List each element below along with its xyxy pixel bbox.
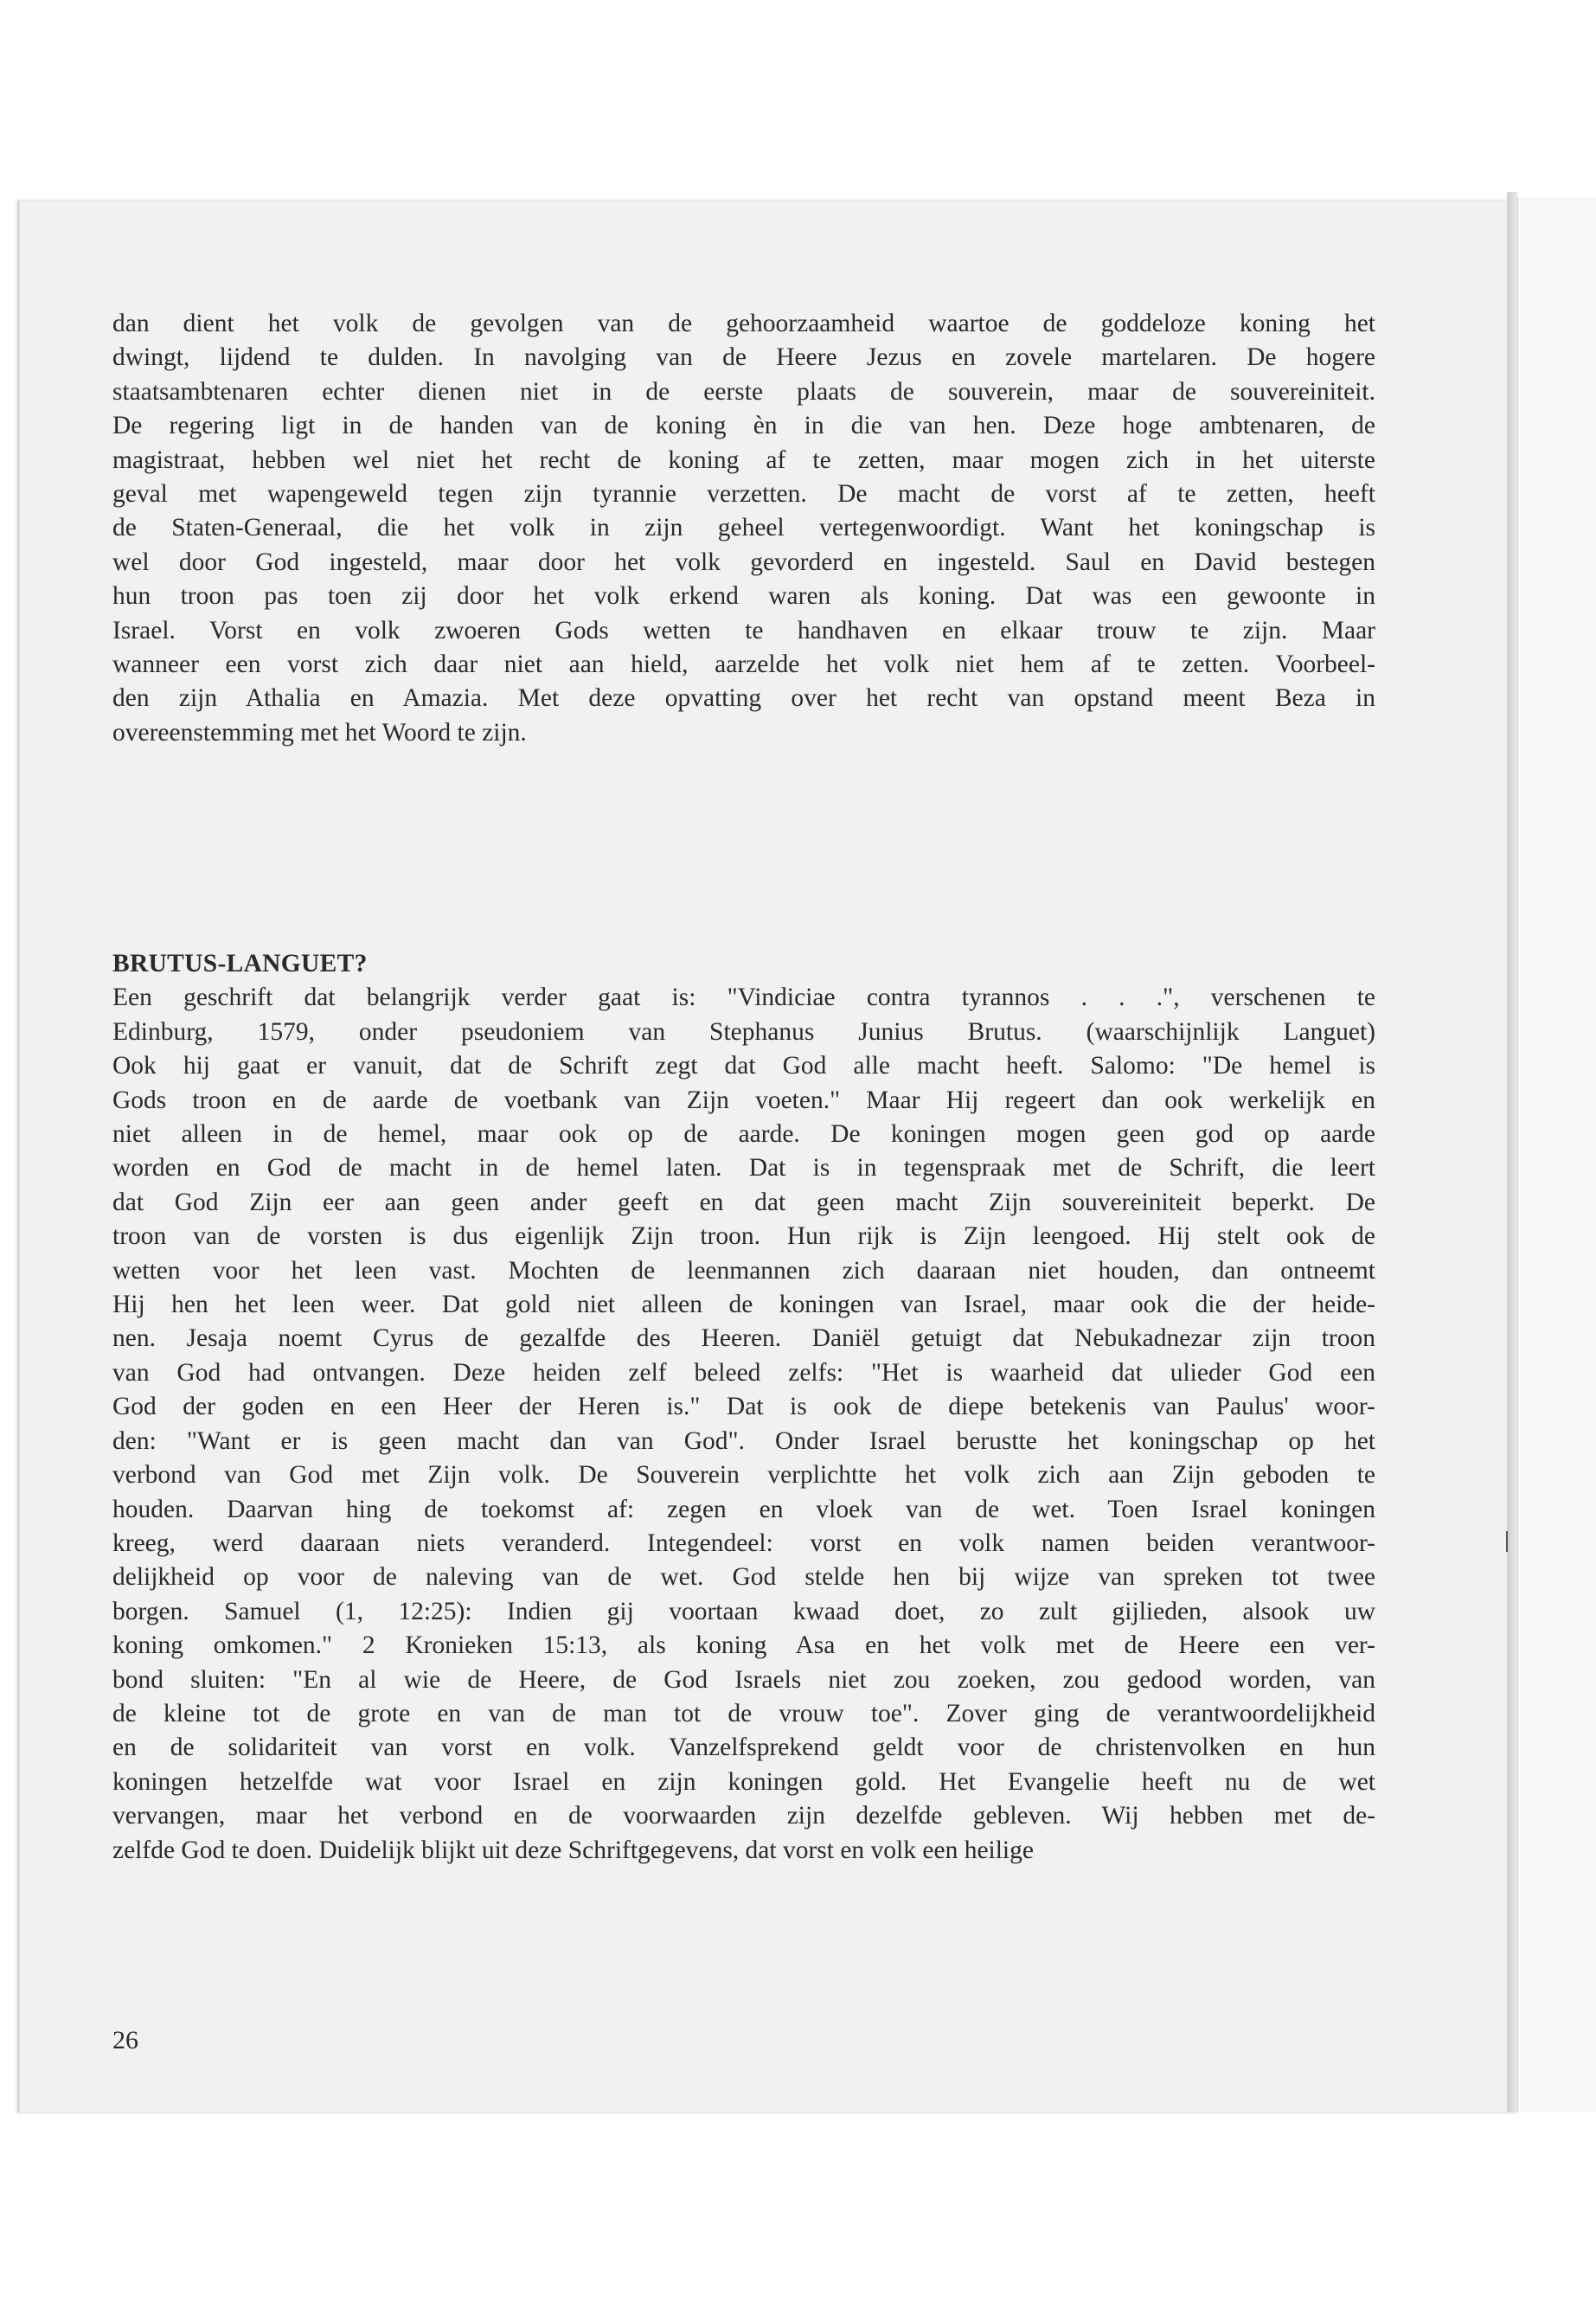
text-line: staatsambtenaren echter dienen niet in de eerste plaats de souverein, maar de souvereiniteit.	[112, 377, 1375, 406]
text-line: wanneer een vorst zich daar niet aan hield, aarzelde het volk niet hem af te zetten. Voorbeel-	[112, 651, 1375, 679]
text-line: den zijn Athalia en Amazia. Met deze opvatting over het recht van opstand meent Beza in	[112, 684, 1375, 713]
text-line: worden en God de macht in de hemel laten. Dat is in tegenspraak met de Schrift, die leert	[112, 1154, 1375, 1183]
text-line: vervangen, maar het verbond en de voorwaarden zijn dezelfde gebleven. Wij hebben met de-	[112, 1802, 1375, 1830]
text-line: dat God Zijn eer aan geen ander geeft en dat geen macht Zijn souvereiniteit beperkt. De	[112, 1188, 1375, 1216]
text-line: verbond van God met Zijn volk. De Souverein verplichtte het volk zich aan Zijn geboden te	[112, 1461, 1375, 1490]
text-line: magistraat, hebben wel niet het recht de koning af te zetten, maar mogen zich in het uiterste	[112, 445, 1375, 474]
paragraph-1-lines	[112, 307, 1375, 750]
text-line: God der goden en een Heer der Heren is." Dat is ook de diepe betekenis van Paulus' woor-	[112, 1393, 1375, 1421]
text-line: Een geschrift dat belangrijk verder gaat is: "Vindiciae contra tyrannos . . .", verschenen te	[112, 984, 1375, 1012]
page-gutter-shadow	[1507, 192, 1517, 2112]
text-line: kreeg, werd daaraan niets veranderd. Integendeel: vorst en volk namen beiden verantwoor-	[112, 1529, 1375, 1557]
text-line: delijkheid op voor de naleving van de wet. God stelde hen bij wijze van spreken tot twee	[112, 1563, 1375, 1592]
text-line: houden. Daarvan hing de toekomst af: zegen en vloek van de wet. Toen Israel koningen	[112, 1495, 1375, 1523]
text-line: borgen. Samuel (1, 12:25): Indien gij voortaan kwaad doet, zo zult gijlieden, alsook uw	[112, 1597, 1375, 1625]
margin-mark	[1506, 1531, 1508, 1552]
text-line: hun troon pas toen zij door het volk erkend waren als koning. Dat was een gewoonte in	[112, 582, 1375, 611]
facing-page-edge	[1517, 197, 1596, 2112]
text-line: dwingt, lijdend te dulden. In navolging van de Heere Jezus en zovele martelaren. De hogere	[112, 343, 1375, 372]
paragraph-beza	[112, 307, 1375, 750]
text-line: zelfde God te doen. Duidelijk blijkt uit deze Schriftgegevens, dat vorst en volk een heilige	[112, 1836, 1034, 1864]
text-line: Gods troon en de aarde de voetbank van Zijn voeten." Maar Hij regeert dan ook werkelijk en	[112, 1086, 1375, 1114]
text-line: wetten voor het leen vast. Mochten de leenmannen zich daaraan niet houden, dan ontneemt	[112, 1256, 1375, 1285]
text-line: De regering ligt in de handen van de koning èn in die van hen. Deze hoge ambtenaren, de	[112, 412, 1375, 440]
text-line: wel door God ingesteld, maar door het volk gevorderd en ingesteld. Saul en David bestegen	[112, 548, 1375, 576]
text-line: dan dient het volk de gevolgen van de gehoorzaamheid waartoe de goddeloze koning het	[112, 310, 1375, 337]
text-line: nen. Jesaja noemt Cyrus de gezalfde des Heeren. Daniël getuigt dat Nebukadnezar zijn troon	[112, 1324, 1375, 1353]
section-brutus-languet	[112, 947, 1375, 1868]
text-line: Edinburg, 1579, onder pseudoniem van Stephanus Junius Brutus. (waarschijnlijk Languet)	[112, 1017, 1375, 1046]
text-line: Israel. Vorst en volk zwoeren Gods wetten te handhaven en elkaar trouw te zijn. Maar	[112, 616, 1375, 644]
text-line: Ook hij gaat er vanuit, dat de Schrift zegt dat God alle macht heeft. Salomo: "De hemel is	[112, 1052, 1375, 1080]
page-number: 26	[112, 2026, 138, 2054]
text-line: van God had ontvangen. Deze heiden zelf beleed zelfs: "Het is waarheid dat ulieder God een	[112, 1358, 1375, 1387]
text-line: Hij hen het leen weer. Dat gold niet alleen de koningen van Israel, maar ook die der heide-	[112, 1291, 1375, 1319]
text-line: geval met wapengeweld tegen zijn tyrannie verzetten. De macht de vorst af te zetten, heeft	[112, 480, 1375, 509]
text-line: en de solidariteit van vorst en volk. Vanzelfsprekend geldt voor de christenvolken en hun	[112, 1734, 1375, 1762]
text-line: troon van de vorsten is dus eigenlijk Zijn troon. Hun rijk is Zijn leengoed. Hij stelt ook de	[112, 1222, 1375, 1251]
text-line: bond sluiten: "En al wie de Heere, de God Israels niet zou zoeken, zou gedood worden, van	[112, 1665, 1375, 1694]
text-line: koning omkomen." 2 Kronieken 15:13, als koning Asa en het volk met de Heere een ver-	[112, 1631, 1375, 1660]
text-line: koningen hetzelfde wat voor Israel en zijn koningen gold. Het Evangelie heeft nu de wet	[112, 1767, 1375, 1796]
text-line: overeenstemming met het Woord te zijn.	[112, 718, 527, 747]
section-heading: BRUTUS-LANGUET?	[112, 950, 368, 977]
scan-background	[0, 0, 1596, 203]
paragraph-2-lines	[112, 981, 1375, 1868]
text-line: de kleine tot de grote en van de man tot de vrouw toe". Zover ging de verantwoordelijkheid	[112, 1699, 1375, 1727]
text-line: niet alleen in de hemel, maar ook op de aarde. De koningen mogen geen god op aarde	[112, 1120, 1375, 1149]
text-line: den: "Want er is geen macht dan van God". Onder Israel berustte het koningschap op het	[112, 1426, 1375, 1455]
text-line: de Staten-Generaal, die het volk in zijn geheel vertegenwoordigt. Want het koningschap is	[112, 514, 1375, 542]
